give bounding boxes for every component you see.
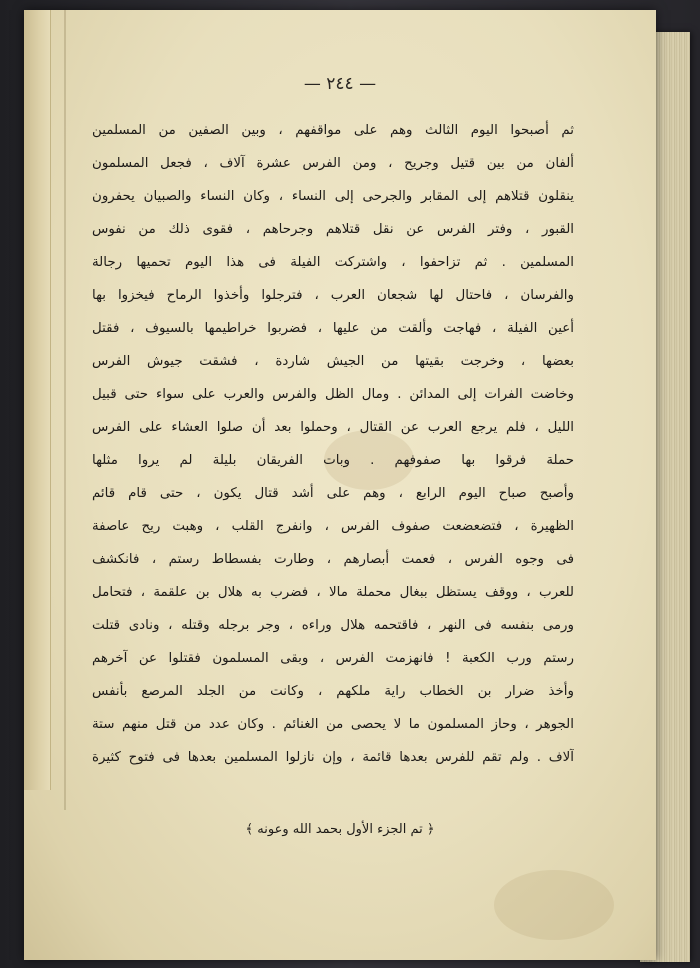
- text-line: أعين الفيلة ، فهاجت وألقت من عليها ، فضربوا خراطيمها بالسيوف ، فقتل: [92, 321, 574, 336]
- text-line: بعضها ، وخرجت بقيتها من الجيش شاردة ، فشقت جيوش الفرس: [92, 354, 574, 369]
- body-text: [92, 114, 574, 774]
- text-line: ورمى بنفسه فى النهر ، فاقتحمه هلال وراءه ، وجر برجله وقتله ، ونادى قتلت: [92, 618, 574, 633]
- page-fold-line: [64, 10, 66, 810]
- text-line: رستم ورب الكعبة ! فانهزمت الفرس ، وبقى المسلمون فقتلوا عن آخرهم: [92, 651, 574, 666]
- text-line: آلاف . ولم تقم للفرس بعدها قائمة ، وإن نازلوا المسلمين بعدها فى فتوح كثيرة: [92, 750, 574, 765]
- text-line: للعرب ، ووقف يستظل ببغال محملة مالا ، فضرب به هلال بن علقمة ، فتحامل: [92, 585, 574, 600]
- text-line: ثم أصبحوا اليوم الثالث وهم على مواقفهم ، وبين الصفين من المسلمين: [92, 123, 574, 138]
- text-line: والفرسان ، فاحتال لها شجعان العرب ، فترجلوا وأخذوا الرماح فيخزوا بها: [92, 288, 574, 303]
- text-line: فى وجوه الفرس ، فعمت أبصارهم ، وطارت بفسطاط رستم ، فانكشف: [92, 552, 574, 567]
- binding-strip: [24, 10, 51, 790]
- book-page: [24, 10, 656, 960]
- text-line: ينقلون قتلاهم إلى المقابر والجرحى إلى النساء ، وكان النساء والصبيان يحفرون: [92, 189, 574, 204]
- text-line: وأخذ ضرار بن الخطاب راية ملكهم ، وكانت من الجلد المرصع بأنفس: [92, 684, 574, 699]
- text-line: المسلمين . ثم تزاحفوا ، واشتركت الفيلة فى هذا اليوم تحميها رجالة: [92, 255, 574, 270]
- text-line: وخاضت الفرات إلى المدائن . ومال الظل والفرس والعرب على سواء حتى قبيل: [92, 387, 574, 402]
- text-line: وأصبح صباح اليوم الرابع ، وهم على أشد قتال يكون ، حتى قام قائم: [92, 486, 574, 501]
- text-line: الجوهر ، وحاز المسلمون ما لا يحصى من الغنائم . وكان عدد من قتل منهم ستة: [92, 717, 574, 732]
- text-line: الليل ، فلم يرجع العرب عن القتال ، وحملوا بعد أن صلوا العشاء على الفرس: [92, 420, 574, 435]
- text-line: حملة فرقوا بها صفوفهم . وبات الفريقان بليلة لم يروا مثلها: [92, 453, 574, 468]
- text-line: الظهيرة ، فتضعضعت صفوف الفرس ، وانفرج القلب ، وهبت ريح عاصفة: [92, 519, 574, 534]
- closing-colophon: ﴿ تم الجزء الأول بحمد الله وعونه ﴾: [245, 822, 435, 837]
- text-line: القبور ، وفتر الفرس عن نقل قتلاهم وجرحاهم ، فقوى ذلك من نفوس: [92, 222, 574, 237]
- page-number: — ٢٤٤ —: [303, 74, 377, 94]
- text-line: ألفان من بين قتيل وجريح ، ومن الفرس عشرة آلاف ، فجعل المسلمون: [92, 156, 574, 171]
- paper-stain: [494, 870, 614, 940]
